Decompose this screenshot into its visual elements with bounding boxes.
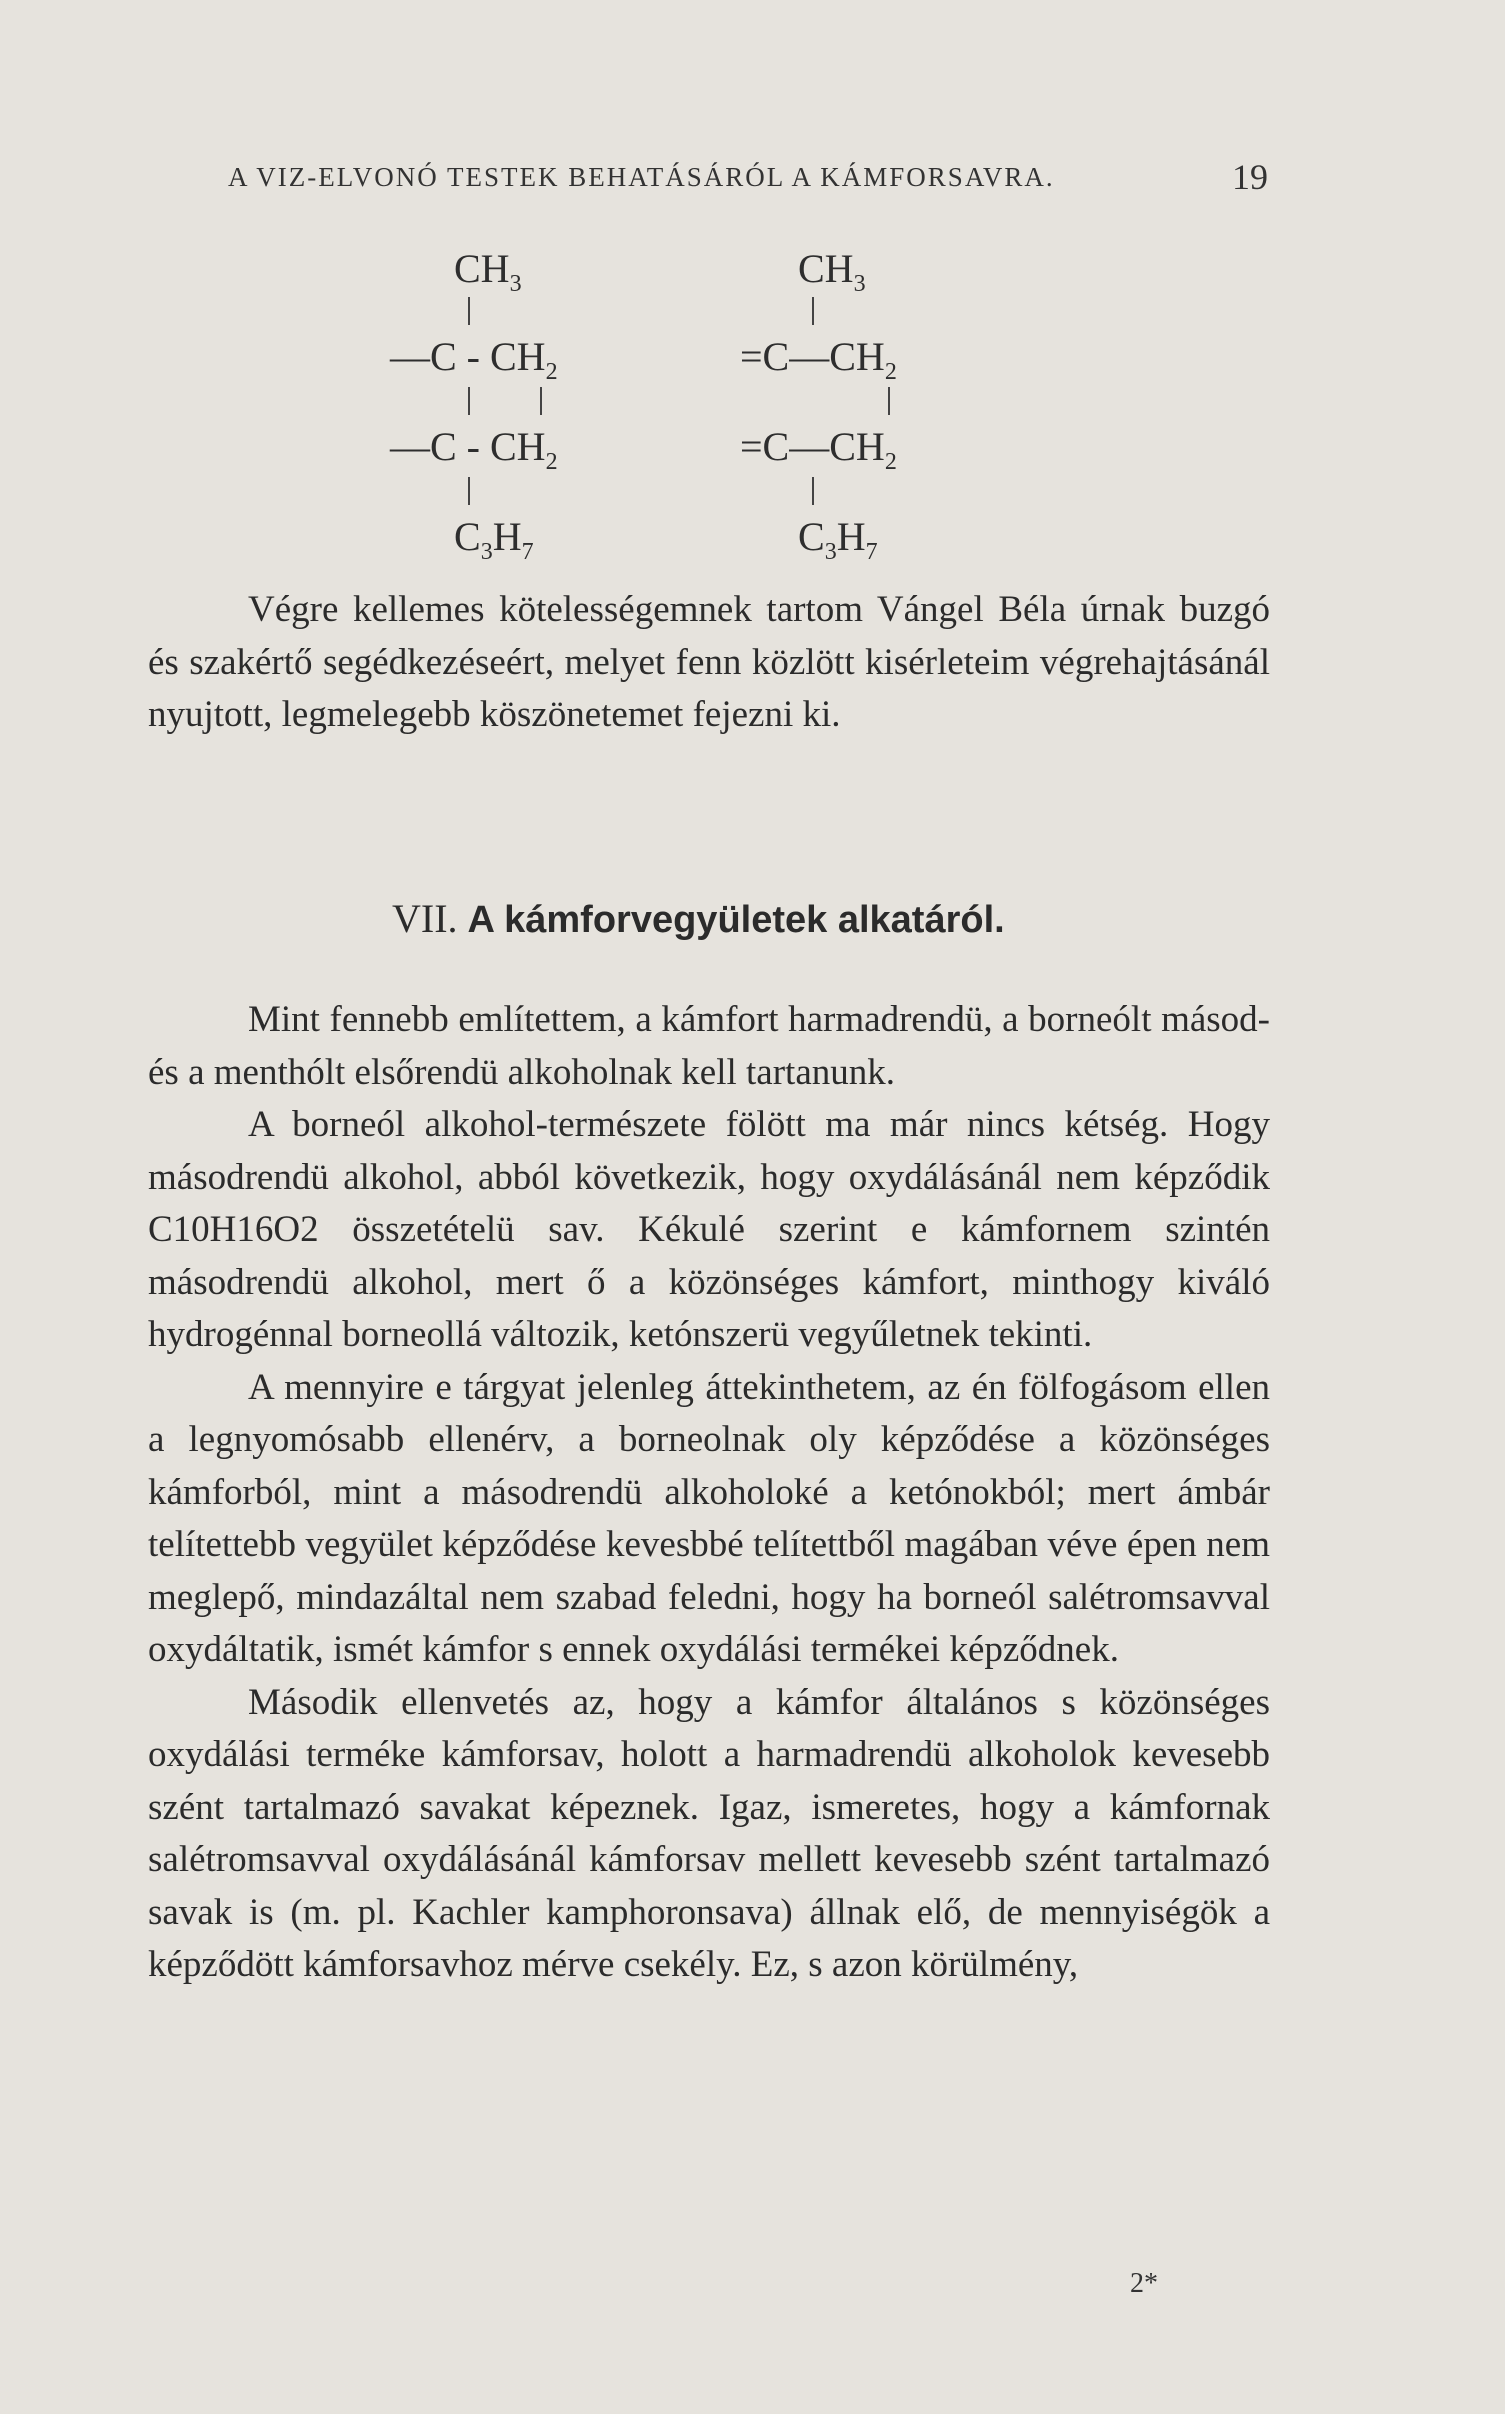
- formula-right-bottom: $C_3H_7$: [798, 514, 878, 565]
- paragraph: A mennyire e tárgyat jelenleg áttekinthetem, az én fölfogásom ellen a legnyomósabb ellenérv, a borneolnak oly képződése a közönséges kámforból, mint a másodrendü alkoholoké a ketónokból; mert ámbár telítettebb vegyület képződése kevesbbé telítettből magában véve épen nem meglepő, mindazáltal nem szabad feledni, hogy ha borneól salétromsavval oxydáltatik, ismét kámfor s ennek oxydálási termékei képződnek.: [148, 1366, 1270, 1670]
- paragraph: Végre kellemes kötelességemnek tartom Vángel Béla úrnak buzgó és szakértő segédkezéseért, melyet fenn közlött kisérleteim végrehajtásánál nyujtott, legmelegebb köszönetemet fejezni ki.: [148, 589, 1270, 735]
- formula-left-row2: —C - $CH_2$: [390, 424, 558, 475]
- bond-line: [540, 387, 542, 415]
- running-title: A VIZ-ELVONÓ TESTEK BEHATÁSÁRÓL A KÁMFORSAVRA.: [228, 162, 1055, 192]
- formula-left-bottom: $C_3H_7$: [454, 514, 534, 565]
- paragraph: Második ellenvetés az, hogy a kámfor általános s közönséges oxydálási terméke kámforsav, holott a harmadrendü alkoholok kevesebb szént tartalmazó savakat képeznek. Igaz, ismeretes, hogy a kámfornak salétromsavval oxydálásánál kámforsav mellett kevesebb szént tartalmazó savak is (m. pl. Kachler kamphoronsava) állnak elő, de mennyiségök a képződött kámforsavhoz mérve csekély. Ez, s azon körülmény,: [148, 1681, 1270, 1985]
- running-header: [228, 157, 1268, 197]
- bond-line: [812, 477, 814, 505]
- section-title: A kámforvegyületek alkatáról.: [467, 899, 1005, 941]
- formula-left-row1: —C - $CH_2$: [390, 334, 558, 385]
- formula-right: [740, 245, 1000, 575]
- bond-line: [468, 477, 470, 505]
- signature-mark: 2*: [1130, 2268, 1158, 2299]
- section-heading: [392, 895, 1005, 942]
- bond-line: [888, 387, 890, 415]
- bond-line: [812, 297, 814, 325]
- section-number: VII.: [392, 896, 458, 941]
- formula-right-row2: $=C—CH_2$: [740, 424, 897, 475]
- formula-right-row1: $=C—CH_2$: [740, 334, 897, 385]
- bond-line: [468, 297, 470, 325]
- formula-right-top: $CH_3$: [798, 246, 866, 297]
- bond-line: [468, 387, 470, 415]
- intro-paragraph: [148, 584, 1270, 742]
- formula-left-top: $CH_3$: [454, 246, 522, 297]
- formula-left: [390, 245, 650, 575]
- page-number: 19: [1232, 157, 1268, 197]
- paragraph: Mint fennebb említettem, a kámfort harmadrendü, a borneólt másod- és a menthólt elsőrendü alkoholnak kell tartanunk.: [148, 999, 1270, 1093]
- paragraph: A borneól alkohol-természete fölött ma már nincs kétség. Hogy másodrendü alkohol, abból következik, hogy oxydálásánál nem képződik C10H16O2 összetételü sav. Kékulé szerint e kámfornem szintén másodrendü alkohol, mert ő a közönséges kámfort, minthogy kiváló hydrogénnal borneollá változik, ketónszerü vegyűletnek tekinti.: [148, 1104, 1270, 1355]
- body-text: [148, 994, 1270, 1992]
